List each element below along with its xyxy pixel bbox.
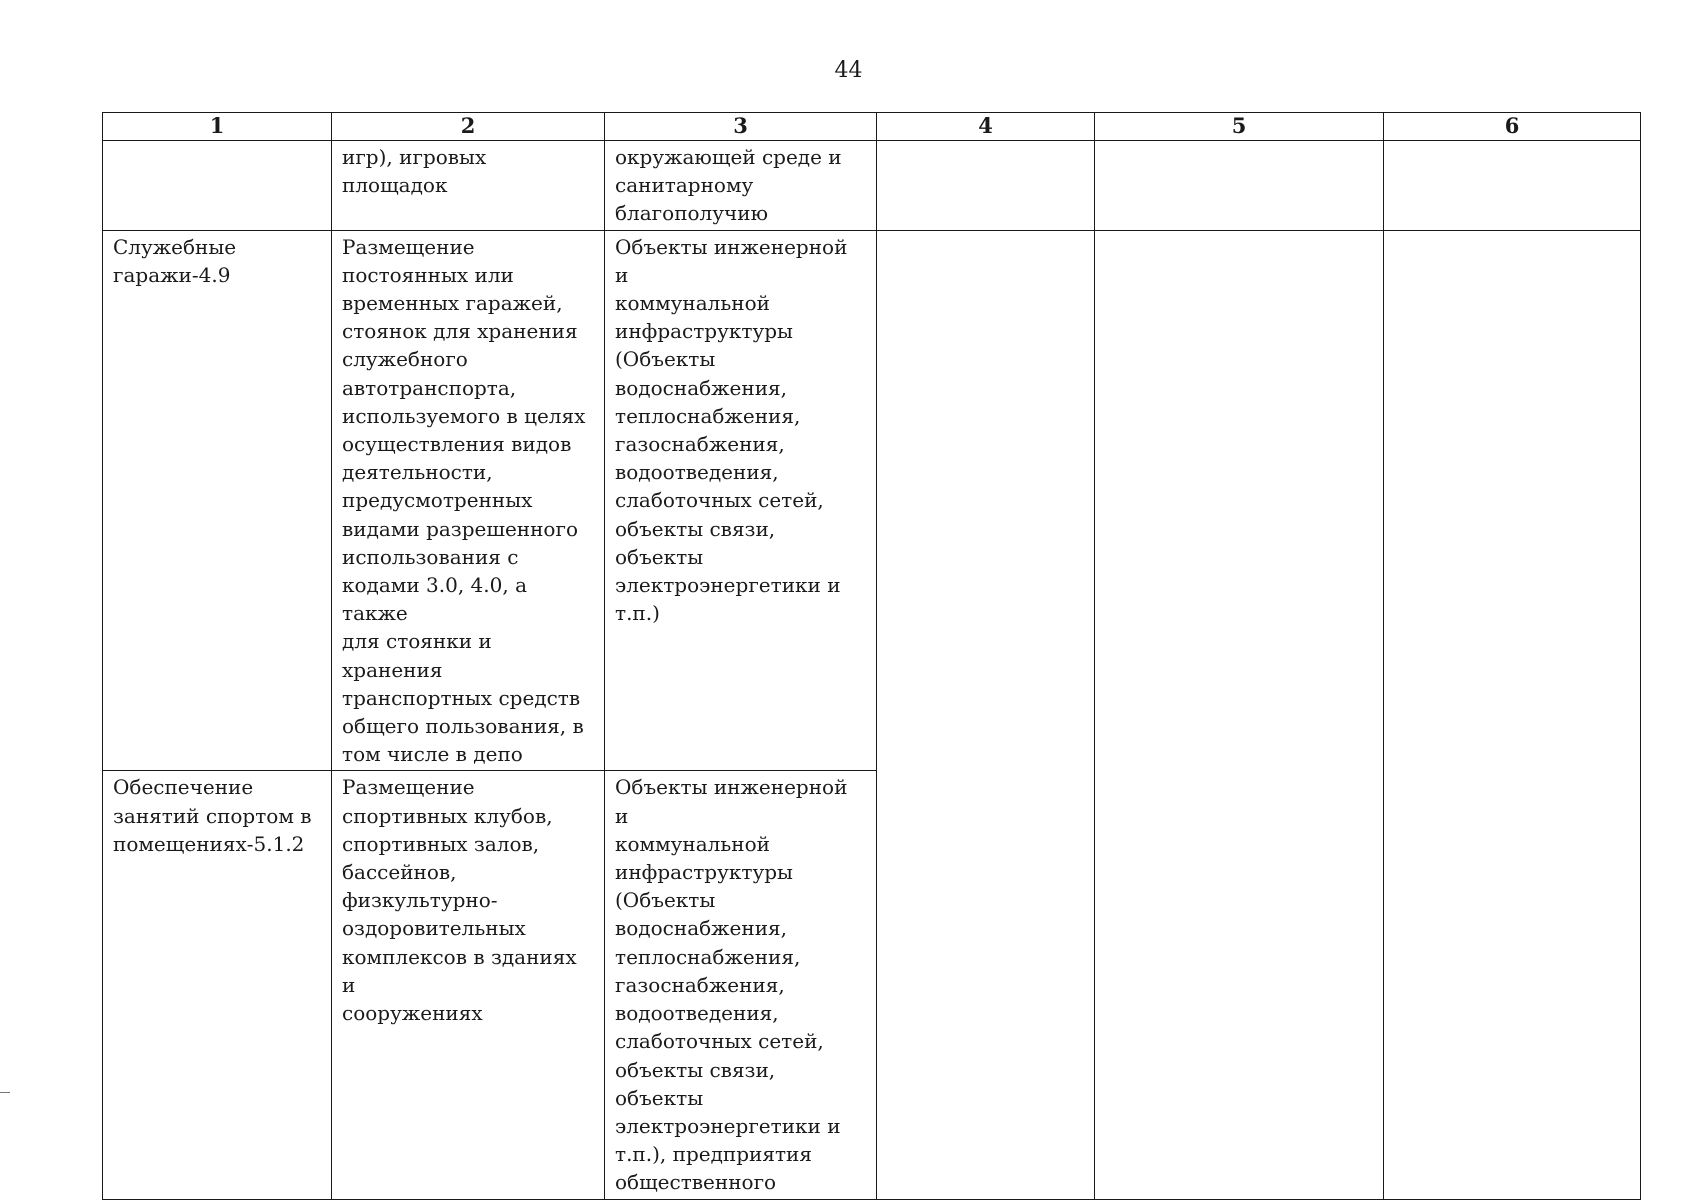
header-col-4: 4 bbox=[877, 113, 1095, 141]
cell-col-6 bbox=[1384, 141, 1641, 231]
cell-col-5 bbox=[1095, 230, 1384, 1199]
cell-col-4 bbox=[877, 230, 1095, 1199]
cell-land-use-name: Обеспечение занятий спортом в помещениях-5.1.2 bbox=[103, 771, 332, 1199]
cell-auxiliary-uses: Объекты инженерной и коммунальной инфраструктуры (Объекты водоснабжения, теплоснабжения, газоснабжения, водоотведения, слаботочных сетей, объекты связи, объекты электроэнергетики и т.п.) bbox=[605, 230, 877, 771]
header-col-5: 5 bbox=[1095, 113, 1384, 141]
cell-col-6 bbox=[1384, 230, 1641, 1199]
table-row bbox=[103, 141, 1641, 231]
cell-col-4 bbox=[877, 141, 1095, 231]
cell-land-use-name: Служебные гаражи-4.9 bbox=[103, 230, 332, 771]
cell-land-use-description: Размещение постоянных или временных гаражей, стоянок для хранения служебного автотранспорта, используемого в целях осуществления видов деятельности, предусмотренных видами разрешенного использования с кодами 3.0, 4.0, а также для стоянки и хранения транспортных средств общего пользования, в том числе в депо bbox=[332, 230, 605, 771]
cell-auxiliary-uses: Объекты инженерной и коммунальной инфраструктуры (Объекты водоснабжения, теплоснабжения, газоснабжения, водоотведения, слаботочных сетей, объекты связи, объекты электроэнергетики и т.п.), предприятия общественного bbox=[605, 771, 877, 1199]
cell-col-5 bbox=[1095, 141, 1384, 231]
header-col-2: 2 bbox=[332, 113, 605, 141]
cell-auxiliary-uses: окружающей среде и санитарному благополучию bbox=[605, 141, 877, 231]
header-col-6: 6 bbox=[1384, 113, 1641, 141]
cell-land-use-name bbox=[103, 141, 332, 231]
header-col-3: 3 bbox=[605, 113, 877, 141]
page-number: 44 bbox=[834, 58, 863, 83]
margin-mark bbox=[0, 1092, 10, 1093]
zoning-table bbox=[102, 112, 1641, 1200]
cell-land-use-description: Размещение спортивных клубов, спортивных залов, бассейнов, физкультурно- оздоровительных комплексов в зданиях и сооружениях bbox=[332, 771, 605, 1199]
table-row bbox=[103, 230, 1641, 771]
header-row bbox=[103, 113, 1641, 141]
cell-land-use-description: игр), игровых площадок bbox=[332, 141, 605, 231]
header-col-1: 1 bbox=[103, 113, 332, 141]
